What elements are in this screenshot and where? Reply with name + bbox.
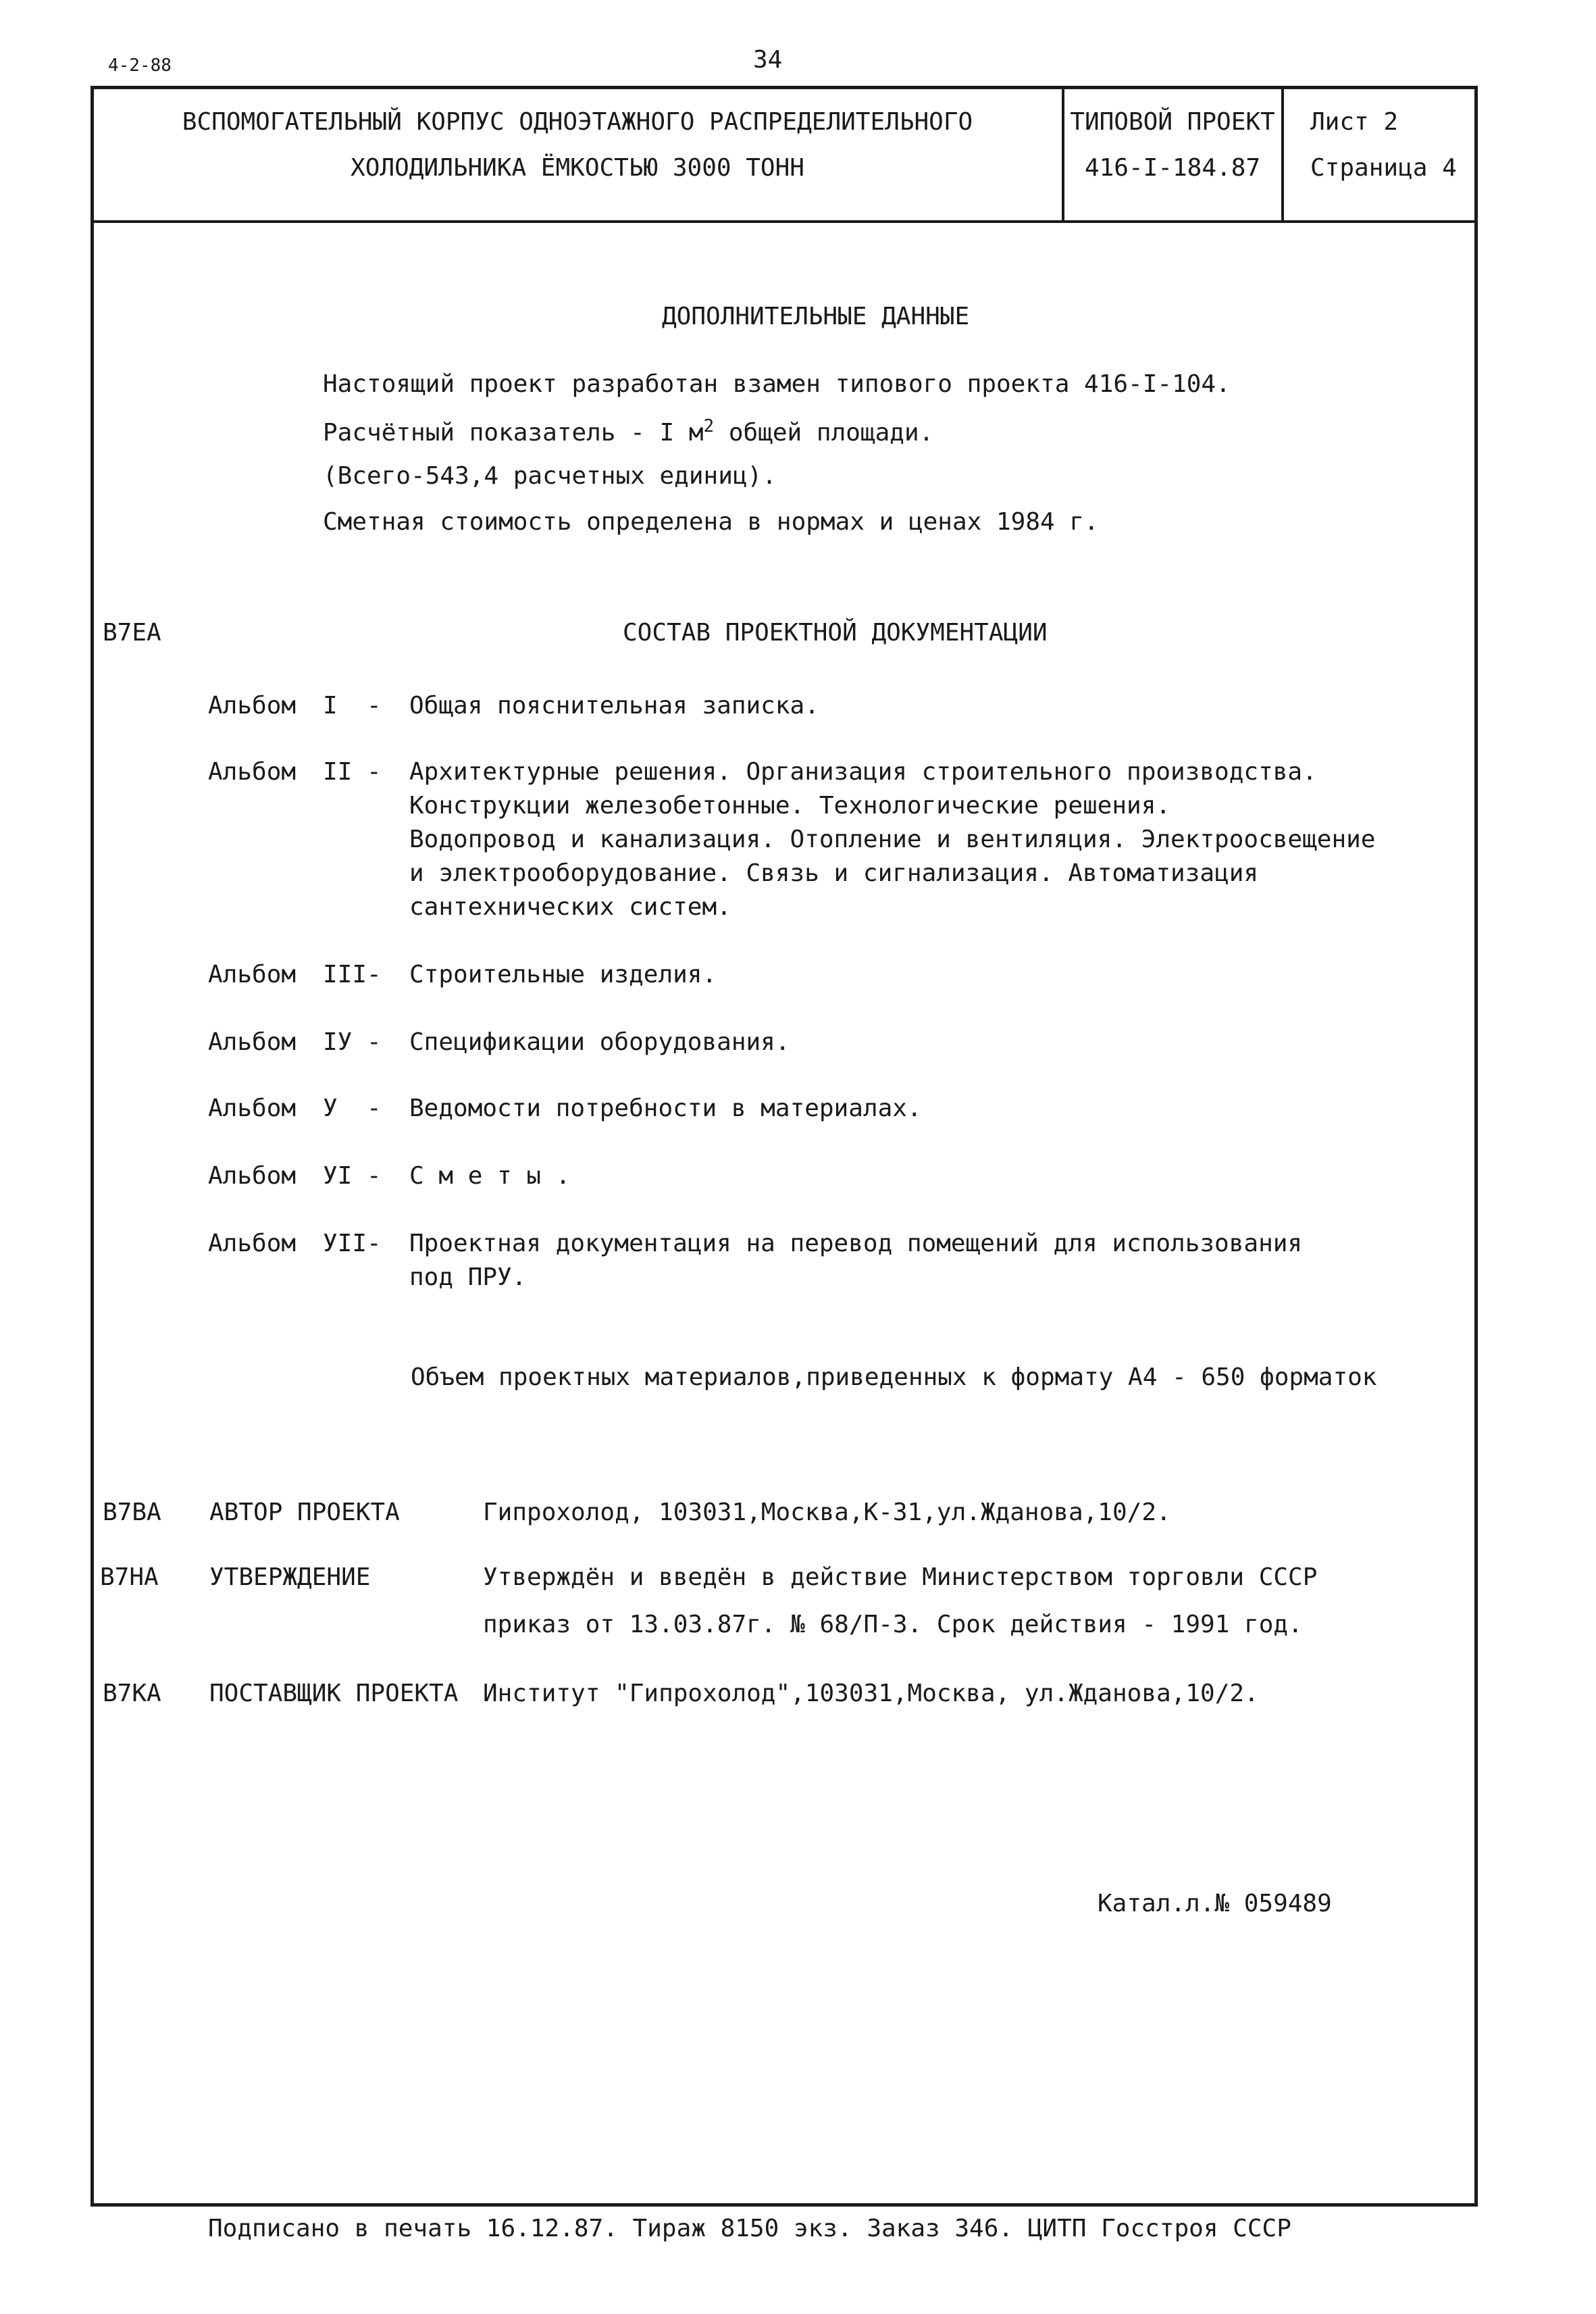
approval-label: УТВЕРЖДЕНИЕ: [209, 1563, 371, 1591]
additional-data-heading: ДОПОЛНИТЕЛЬНЫЕ ДАННЫЕ: [662, 303, 970, 330]
album-description-line: сантехнических систем.: [409, 893, 731, 921]
album-number: III: [323, 961, 367, 988]
corner-code: 4-2-88: [108, 55, 172, 76]
additional-line-indicator: [323, 416, 933, 447]
album-label: Альбом: [208, 1028, 297, 1056]
album-dash: -: [367, 758, 382, 786]
document-title-line1: ВСПОМОГАТЕЛЬНЫЙ КОРПУС ОДНОЭТАЖНОГО РАСПРЕДЕЛИТЕЛЬНОГО: [182, 108, 973, 136]
album-number: УII: [323, 1230, 367, 1257]
album-dash: -: [367, 1162, 382, 1190]
indicator-superscript: 2: [703, 416, 715, 436]
album-description-line: Архитектурные решения. Организация строительного производства.: [409, 758, 1317, 786]
album-label: Альбом: [208, 961, 297, 988]
supplier-value: Институт "Гипрохолод",103031,Москва, ул.Жданова,10/2.: [483, 1680, 1259, 1707]
album-number: IУ: [323, 1028, 353, 1056]
document-frame: [91, 86, 1478, 2207]
project-number: 416-I-184.87: [1084, 154, 1261, 182]
catalog-number: Катал.л.№ 059489: [1098, 1890, 1332, 1917]
album-label: Альбом: [208, 1095, 297, 1122]
album-number: I: [323, 692, 338, 720]
album-description-line: Проектная документация на перевод помещений для использования: [409, 1230, 1303, 1257]
album-number: У: [323, 1095, 338, 1122]
additional-line-estimate: Сметная стоимость определена в нормах и ценах 1984 г.: [323, 508, 1099, 536]
album-dash: -: [367, 1095, 382, 1122]
album-description-line: Общая пояснительная записка.: [409, 692, 819, 720]
approval-line1: Утверждён и введён в действие Министерством торговли СССР: [483, 1563, 1318, 1591]
album-label: Альбом: [208, 1162, 297, 1190]
print-footer: Подписано в печать 16.12.87. Тираж 8150 экз. Заказ 346. ЦИТП Госстроя СССР: [208, 2215, 1291, 2242]
composition-heading: СОСТАВ ПРОЕКТНОЙ ДОКУМЕНТАЦИИ: [623, 619, 1048, 647]
page-number: 34: [753, 46, 783, 74]
author-value: Гипрохолод, 103031,Москва,К-31,ул.Жданова,10/2.: [483, 1499, 1171, 1526]
sheet-label: Лист 2: [1310, 108, 1399, 136]
page-label: Страница 4: [1310, 154, 1457, 182]
additional-line-replacement: Настоящий проект разработан взамен типового проекта 416-I-104.: [323, 370, 1231, 398]
album-description-line: Водопровод и канализация. Отопление и вентиляция. Электроосвещение: [409, 826, 1376, 853]
album-description-line: Ведомости потребности в материалах.: [409, 1095, 922, 1122]
album-description-line: и электрооборудование. Связь и сигнализация. Автоматизация: [409, 859, 1259, 887]
album-dash: -: [367, 1028, 382, 1056]
album-label: Альбом: [208, 692, 297, 720]
album-label: Альбом: [208, 758, 297, 786]
supplier-code: В7КА: [103, 1680, 161, 1707]
album-number: II: [323, 758, 353, 786]
album-dash: -: [367, 1230, 382, 1257]
volume-line: Объем проектных материалов,приведенных к формату А4 - 650 форматок: [411, 1363, 1377, 1391]
approval-line2: приказ от 13.03.87г. № 68/П-3. Срок действия - 1991 год.: [483, 1611, 1303, 1638]
title-block-bottom-rule: [91, 220, 1478, 223]
author-code: В7ВА: [103, 1499, 161, 1526]
album-number: УI: [323, 1162, 353, 1190]
composition-code: В7ЕА: [103, 619, 161, 647]
indicator-text: Расчётный показатель - I м: [323, 419, 704, 447]
album-dash: -: [367, 961, 382, 988]
album-dash: -: [367, 692, 382, 720]
album-description-line: под ПРУ.: [409, 1263, 527, 1291]
album-description-line: Конструкции железобетонные. Технологические решения.: [409, 792, 1171, 820]
document-title-line2: ХОЛОДИЛЬНИКА ЁМКОСТЬЮ 3000 ТОНН: [351, 154, 804, 182]
supplier-label: ПОСТАВЩИК ПРОЕКТА: [209, 1680, 459, 1707]
project-type-label: ТИПОВОЙ ПРОЕКТ: [1070, 108, 1275, 136]
indicator-text-end: общей площади.: [714, 419, 934, 447]
album-label: Альбом: [208, 1230, 297, 1257]
title-block-divider-2: [1281, 86, 1284, 222]
author-label: АВТОР ПРОЕКТА: [209, 1499, 400, 1526]
album-description-line: С м е т ы .: [409, 1162, 571, 1190]
additional-line-total: (Всего-543,4 расчетных единиц).: [323, 462, 777, 490]
approval-code: В7НА: [100, 1563, 159, 1591]
album-description-line: Строительные изделия.: [409, 961, 717, 988]
album-description-line: Спецификации оборудования.: [409, 1028, 790, 1056]
